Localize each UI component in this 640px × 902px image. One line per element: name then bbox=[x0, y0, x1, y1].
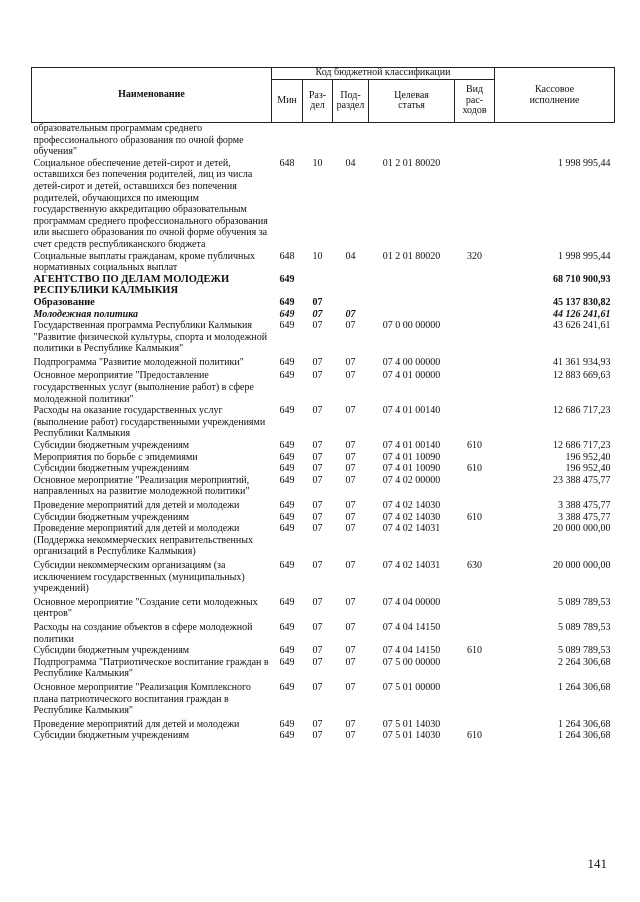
row-amount bbox=[495, 123, 615, 158]
page-number: 141 bbox=[587, 856, 607, 871]
header-min: Мин bbox=[272, 80, 303, 123]
table-body bbox=[32, 123, 615, 742]
row-celevaya: 07 4 01 10090 bbox=[382, 451, 441, 463]
row-min: 649 bbox=[279, 500, 295, 511]
row-celevaya: 01 2 01 80020 bbox=[382, 250, 441, 262]
row-podrazdel bbox=[333, 274, 369, 297]
row-celevaya: 07 4 04 14150 bbox=[382, 621, 441, 633]
row-celevaya: 07 4 02 14031 bbox=[382, 559, 441, 571]
row-name: Молодежная политика bbox=[33, 308, 139, 320]
table-row bbox=[32, 730, 615, 742]
row-celevaya bbox=[369, 297, 455, 309]
row-amount: 12 686 717,23 bbox=[553, 405, 611, 417]
row-celevaya: 07 4 04 00000 bbox=[382, 596, 441, 608]
row-razdel bbox=[303, 274, 333, 297]
table-row bbox=[32, 657, 615, 680]
row-name: Субсидии некоммерческим организациям (за исключением государственных (муниципальных) учреждений) bbox=[33, 559, 245, 595]
row-razdel: 07 bbox=[312, 500, 323, 511]
row-celevaya: 07 4 00 00000 bbox=[382, 356, 441, 368]
table-row bbox=[32, 297, 615, 309]
row-podrazdel: 04 bbox=[345, 250, 356, 262]
row-min: 648 bbox=[279, 157, 295, 169]
row-vid bbox=[455, 595, 495, 620]
table-row bbox=[32, 680, 615, 717]
row-min: 649 bbox=[279, 718, 295, 730]
row-podrazdel: 07 bbox=[345, 559, 356, 571]
table-row bbox=[32, 158, 615, 251]
row-amount: 1 998 995,44 bbox=[558, 157, 611, 169]
row-name: Проведение мероприятий для детей и молодежи (Поддержка некоммерческих неправительственных организаций в Республике Калмыкия) bbox=[33, 523, 253, 558]
row-podrazdel: 07 bbox=[345, 451, 356, 463]
row-name: Проведение мероприятий для детей и молодежи bbox=[33, 500, 240, 511]
row-razdel: 07 bbox=[312, 440, 323, 452]
row-celevaya: 07 4 02 14030 bbox=[382, 511, 441, 523]
row-razdel: 07 bbox=[312, 718, 323, 730]
header-celevaya: Целевая статья bbox=[369, 80, 455, 123]
row-min: 649 bbox=[279, 296, 295, 308]
row-celevaya: 07 4 02 14031 bbox=[382, 523, 441, 535]
row-podrazdel: 07 bbox=[345, 656, 356, 668]
table-row bbox=[32, 645, 615, 657]
row-min: 649 bbox=[279, 645, 295, 657]
row-amount: 12 686 717,23 bbox=[553, 440, 611, 452]
row-razdel: 07 bbox=[312, 320, 323, 332]
row-amount: 45 137 830,82 bbox=[553, 296, 611, 308]
row-vid bbox=[455, 717, 495, 731]
row-celevaya bbox=[369, 123, 455, 158]
row-razdel: 07 bbox=[312, 645, 323, 657]
row-name: Основное мероприятие "Реализация мероприятий, направленных на развитие молодежной политики" bbox=[33, 474, 250, 498]
row-amount: 2 264 306,68 bbox=[558, 656, 611, 668]
row-min: 649 bbox=[279, 474, 295, 486]
row-name: Субсидии бюджетным учреждениям bbox=[33, 645, 190, 657]
row-podrazdel: 07 bbox=[345, 523, 356, 535]
row-amount: 3 388 475,77 bbox=[558, 511, 611, 523]
row-podrazdel: 07 bbox=[345, 621, 356, 633]
table-row bbox=[32, 405, 615, 440]
table-row bbox=[32, 523, 615, 558]
row-amount: 3 388 475,77 bbox=[558, 500, 611, 511]
row-celevaya: 07 4 02 14030 bbox=[382, 500, 441, 511]
row-razdel: 07 bbox=[312, 730, 323, 742]
row-razdel: 07 bbox=[312, 681, 323, 693]
row-vid bbox=[455, 309, 495, 321]
row-vid bbox=[455, 158, 495, 251]
row-amount: 68 710 900,93 bbox=[553, 273, 611, 285]
row-min: 649 bbox=[279, 621, 295, 633]
row-min: 649 bbox=[279, 681, 295, 693]
row-name: Расходы на создание объектов в сфере молодежной политики bbox=[33, 621, 253, 645]
row-vid bbox=[455, 355, 495, 369]
row-name: Социальные выплаты гражданам, кроме публичных нормативных социальных выплат bbox=[33, 250, 256, 274]
row-razdel: 07 bbox=[312, 370, 323, 382]
row-name: Проведение мероприятий для детей и молодежи bbox=[33, 718, 240, 730]
row-amount: 5 089 789,53 bbox=[558, 596, 611, 608]
row-vid bbox=[455, 620, 495, 645]
row-vid: 630 bbox=[467, 559, 483, 571]
row-name: Субсидии бюджетным учреждениям bbox=[33, 440, 190, 452]
row-razdel: 07 bbox=[312, 656, 323, 668]
row-razdel: 10 bbox=[312, 250, 323, 262]
row-amount: 196 952,40 bbox=[565, 463, 611, 475]
row-celevaya: 07 5 01 14030 bbox=[382, 730, 441, 742]
row-min: 649 bbox=[279, 405, 295, 417]
row-name: Основное мероприятие "Реализация Комплексного плана патриотического воспитания граждан в Республике Калмыкия" bbox=[33, 681, 251, 717]
table-row bbox=[32, 620, 615, 645]
row-name: Социальное обеспечение детей-сирот и детей, оставшихся без попечения родителей, лиц из числа детей-сирот и детей, оставшихся без попечения родителей, обучающихся по имеющим государственную аккредитацию образовательным программам среднего профессионального образования или высшего образования по очной форме обучения за счет средств республиканского бюджета bbox=[33, 157, 268, 250]
row-min: 649 bbox=[279, 308, 295, 320]
row-razdel: 10 bbox=[312, 157, 323, 169]
row-name: Основное мероприятие "Предоставление государственных услуг (выполнение работ) в сфере молодежной политики" bbox=[33, 370, 254, 405]
row-vid: 610 bbox=[467, 645, 483, 657]
row-name: Мероприятия по борьбе с эпидемиями bbox=[33, 451, 198, 463]
table-row bbox=[32, 368, 615, 405]
row-amount: 44 126 241,61 bbox=[553, 308, 611, 320]
row-razdel: 07 bbox=[312, 596, 323, 608]
row-vid: 610 bbox=[467, 730, 483, 742]
row-vid bbox=[455, 657, 495, 680]
table-row bbox=[32, 512, 615, 524]
row-celevaya: 07 4 01 10090 bbox=[382, 463, 441, 475]
row-razdel: 07 bbox=[312, 308, 323, 320]
row-razdel: 07 bbox=[312, 405, 323, 417]
row-celevaya: 07 4 01 00140 bbox=[382, 440, 441, 452]
row-vid: 320 bbox=[467, 250, 483, 262]
row-vid bbox=[455, 475, 495, 498]
table-row bbox=[32, 251, 615, 274]
row-min: 649 bbox=[279, 559, 295, 571]
row-vid bbox=[455, 123, 495, 158]
row-amount: 5 089 789,53 bbox=[558, 621, 611, 633]
row-min bbox=[272, 123, 303, 158]
header-podrazdel: Под- раздел bbox=[333, 80, 369, 123]
row-podrazdel: 07 bbox=[345, 645, 356, 657]
row-podrazdel bbox=[333, 297, 369, 309]
row-min: 649 bbox=[279, 440, 295, 452]
row-min: 649 bbox=[279, 273, 295, 285]
header-kassovoe: Кассовое исполнение bbox=[495, 68, 615, 123]
row-min: 649 bbox=[279, 656, 295, 668]
table-row bbox=[32, 558, 615, 595]
row-razdel: 07 bbox=[312, 511, 323, 523]
header-code-group: Код бюджетной классификации bbox=[272, 68, 495, 80]
row-vid bbox=[455, 405, 495, 440]
row-celevaya: 07 4 02 00000 bbox=[382, 474, 441, 486]
row-vid: 610 bbox=[467, 463, 483, 475]
row-amount: 1 998 995,44 bbox=[558, 250, 611, 262]
row-min: 649 bbox=[279, 370, 295, 382]
row-min: 649 bbox=[279, 356, 295, 368]
row-name: Субсидии бюджетным учреждениям bbox=[33, 511, 190, 523]
row-podrazdel: 07 bbox=[345, 320, 356, 332]
row-razdel: 07 bbox=[312, 523, 323, 535]
table-row bbox=[32, 475, 615, 498]
row-vid bbox=[455, 680, 495, 717]
row-name: Основное мероприятие "Создание сети молодежных центров" bbox=[33, 596, 258, 620]
row-podrazdel: 07 bbox=[345, 500, 356, 511]
row-name: Субсидии бюджетным учреждениям bbox=[33, 463, 190, 475]
row-podrazdel: 07 bbox=[345, 596, 356, 608]
row-vid bbox=[455, 320, 495, 355]
row-razdel: 07 bbox=[312, 463, 323, 475]
row-celevaya bbox=[369, 309, 455, 321]
row-razdel: 07 bbox=[312, 296, 323, 308]
table-row bbox=[32, 123, 615, 158]
row-razdel: 07 bbox=[312, 356, 323, 368]
budget-table bbox=[31, 67, 615, 742]
table-row bbox=[32, 320, 615, 355]
row-amount: 12 883 669,63 bbox=[553, 370, 611, 382]
table-row bbox=[32, 452, 615, 464]
table-row bbox=[32, 355, 615, 369]
table-row bbox=[32, 595, 615, 620]
row-amount: 23 388 475,77 bbox=[553, 474, 611, 486]
row-min: 649 bbox=[279, 320, 295, 332]
row-min: 649 bbox=[279, 730, 295, 742]
row-min: 649 bbox=[279, 596, 295, 608]
row-min: 649 bbox=[279, 523, 295, 535]
row-min: 649 bbox=[279, 463, 295, 475]
row-podrazdel: 07 bbox=[345, 356, 356, 368]
row-amount: 41 361 934,93 bbox=[553, 356, 611, 368]
row-celevaya: 07 4 01 00140 bbox=[382, 405, 441, 417]
row-amount: 5 089 789,53 bbox=[558, 645, 611, 657]
row-amount: 1 264 306,68 bbox=[558, 730, 611, 742]
row-celevaya: 07 0 00 00000 bbox=[382, 320, 441, 332]
row-podrazdel: 07 bbox=[345, 511, 356, 523]
row-razdel: 07 bbox=[312, 559, 323, 571]
table-row bbox=[32, 463, 615, 475]
row-celevaya: 07 4 01 00000 bbox=[382, 370, 441, 382]
row-name: Государственная программа Республики Калмыкия "Развитие физической культуры, спорта и молодежной политики в Республике Калмыкия" bbox=[33, 320, 268, 355]
table-row bbox=[32, 498, 615, 512]
row-amount: 1 264 306,68 bbox=[558, 718, 611, 730]
row-amount: 43 626 241,61 bbox=[553, 320, 611, 332]
row-name: Подпрограмма "Развитие молодежной политики" bbox=[33, 356, 244, 368]
row-amount: 1 264 306,68 bbox=[558, 681, 611, 693]
row-min: 649 bbox=[279, 451, 295, 463]
row-min: 648 bbox=[279, 250, 295, 262]
row-razdel: 07 bbox=[312, 451, 323, 463]
row-vid: 610 bbox=[467, 511, 483, 523]
row-podrazdel: 04 bbox=[345, 157, 356, 169]
row-vid bbox=[455, 274, 495, 297]
row-celevaya: 07 4 04 14150 bbox=[382, 645, 441, 657]
row-amount: 196 952,40 bbox=[565, 451, 611, 463]
row-podrazdel bbox=[333, 123, 369, 158]
row-podrazdel: 07 bbox=[345, 405, 356, 417]
row-vid bbox=[455, 498, 495, 512]
row-celevaya: 07 5 01 14030 bbox=[382, 718, 441, 730]
table-row bbox=[32, 717, 615, 731]
row-podrazdel: 07 bbox=[345, 730, 356, 742]
row-name: Расходы на оказание государственных услуг (выполнение работ) государственными учреждениями Республики Калмыкия bbox=[33, 405, 266, 440]
row-podrazdel: 07 bbox=[345, 440, 356, 452]
row-podrazdel: 07 bbox=[345, 718, 356, 730]
row-podrazdel: 07 bbox=[345, 681, 356, 693]
row-name: образовательным программам среднего профессионального образования по очной форме обучения" bbox=[33, 123, 244, 158]
row-vid bbox=[455, 452, 495, 464]
row-celevaya bbox=[369, 274, 455, 297]
table-row bbox=[32, 440, 615, 452]
header-razdel: Раз- дел bbox=[303, 80, 333, 123]
table-row bbox=[32, 309, 615, 321]
row-podrazdel: 07 bbox=[345, 308, 356, 320]
row-name: АГЕНТСТВО ПО ДЕЛАМ МОЛОДЕЖИ РЕСПУБЛИКИ КАЛМЫКИЯ bbox=[33, 273, 230, 297]
row-razdel: 07 bbox=[312, 474, 323, 486]
header-name: Наименование bbox=[32, 68, 272, 123]
row-celevaya: 07 5 01 00000 bbox=[382, 681, 441, 693]
row-name: Субсидии бюджетным учреждениям bbox=[33, 730, 190, 742]
row-celevaya: 01 2 01 80020 bbox=[382, 157, 441, 169]
row-podrazdel: 07 bbox=[345, 463, 356, 475]
row-podrazdel: 07 bbox=[345, 370, 356, 382]
row-vid bbox=[455, 368, 495, 405]
row-podrazdel: 07 bbox=[345, 474, 356, 486]
row-amount: 20 000 000,00 bbox=[553, 523, 611, 535]
row-min: 649 bbox=[279, 511, 295, 523]
row-razdel bbox=[303, 123, 333, 158]
table-row bbox=[32, 274, 615, 297]
row-name: Образование bbox=[33, 296, 95, 308]
row-razdel: 07 bbox=[312, 621, 323, 633]
row-vid: 610 bbox=[467, 440, 483, 452]
row-vid bbox=[455, 523, 495, 558]
header-vid: Вид рас- ходов bbox=[455, 80, 495, 123]
row-vid bbox=[455, 297, 495, 309]
row-amount: 20 000 000,00 bbox=[553, 559, 611, 571]
row-name: Подпрограмма "Патриотическое воспитание граждан в Республике Калмыкия" bbox=[33, 656, 269, 680]
row-celevaya: 07 5 00 00000 bbox=[382, 656, 441, 668]
